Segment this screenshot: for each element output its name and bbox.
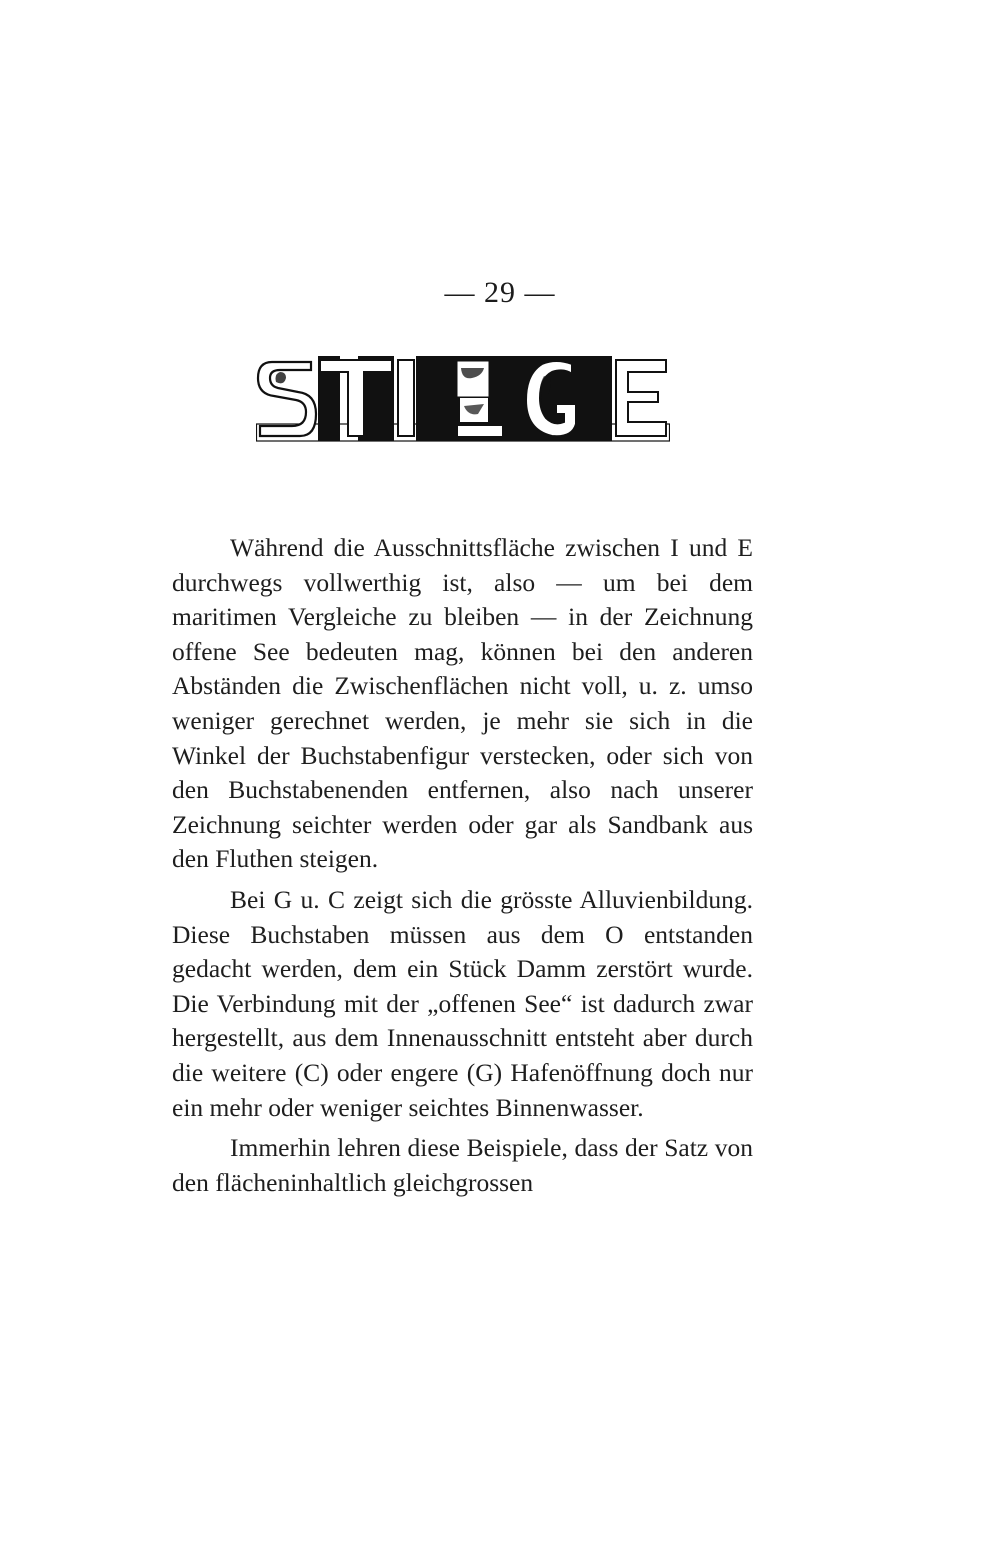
page-number: — 29 — <box>444 276 556 309</box>
figure-illustration <box>256 356 670 446</box>
paragraph-2: Bei G u. C zeigt sich die grösste Alluvienbildung. Diese Buchstaben müssen aus dem O entstanden gedacht werden, dem ein Stück Damm zerstört wurde. Die Verbindung mit der „offenen See“ ist dadurch zwar hergestellt, aus dem Innenausschnitt entsteht aber durch die weitere (C) oder engere (G) Hafenöffnung doch nur ein mehr oder weniger seichtes Binnenwasser. <box>172 884 753 1122</box>
body-text <box>172 531 753 1200</box>
stiege-letter-figure <box>256 356 670 446</box>
letter-i-shape <box>398 360 414 436</box>
paragraph-3: Immerhin lehren diese Beispiele, dass der Satz von den flächeninhaltlich gleichgrossen <box>172 1133 753 1197</box>
paragraph-1: Während die Ausschnittsfläche zwischen I und E durchwegs vollwerthig ist, also — um bei dem maritimen Vergleiche zu bleiben — in der Zeichnung offene See bedeuten mag, können bei den anderen Abständen die Zwischenflächen nicht voll, u. z. umso weniger gerechnet werden, je mehr sie sich in die Winkel der Buchstabenfigur verstecken, oder sich von den Buchstabenenden entfernen, also nach unserer Zeichnung seichter werden oder gar als Sandbank aus den Fluthen steigen. <box>172 533 753 874</box>
letter-e-shape <box>616 360 666 436</box>
